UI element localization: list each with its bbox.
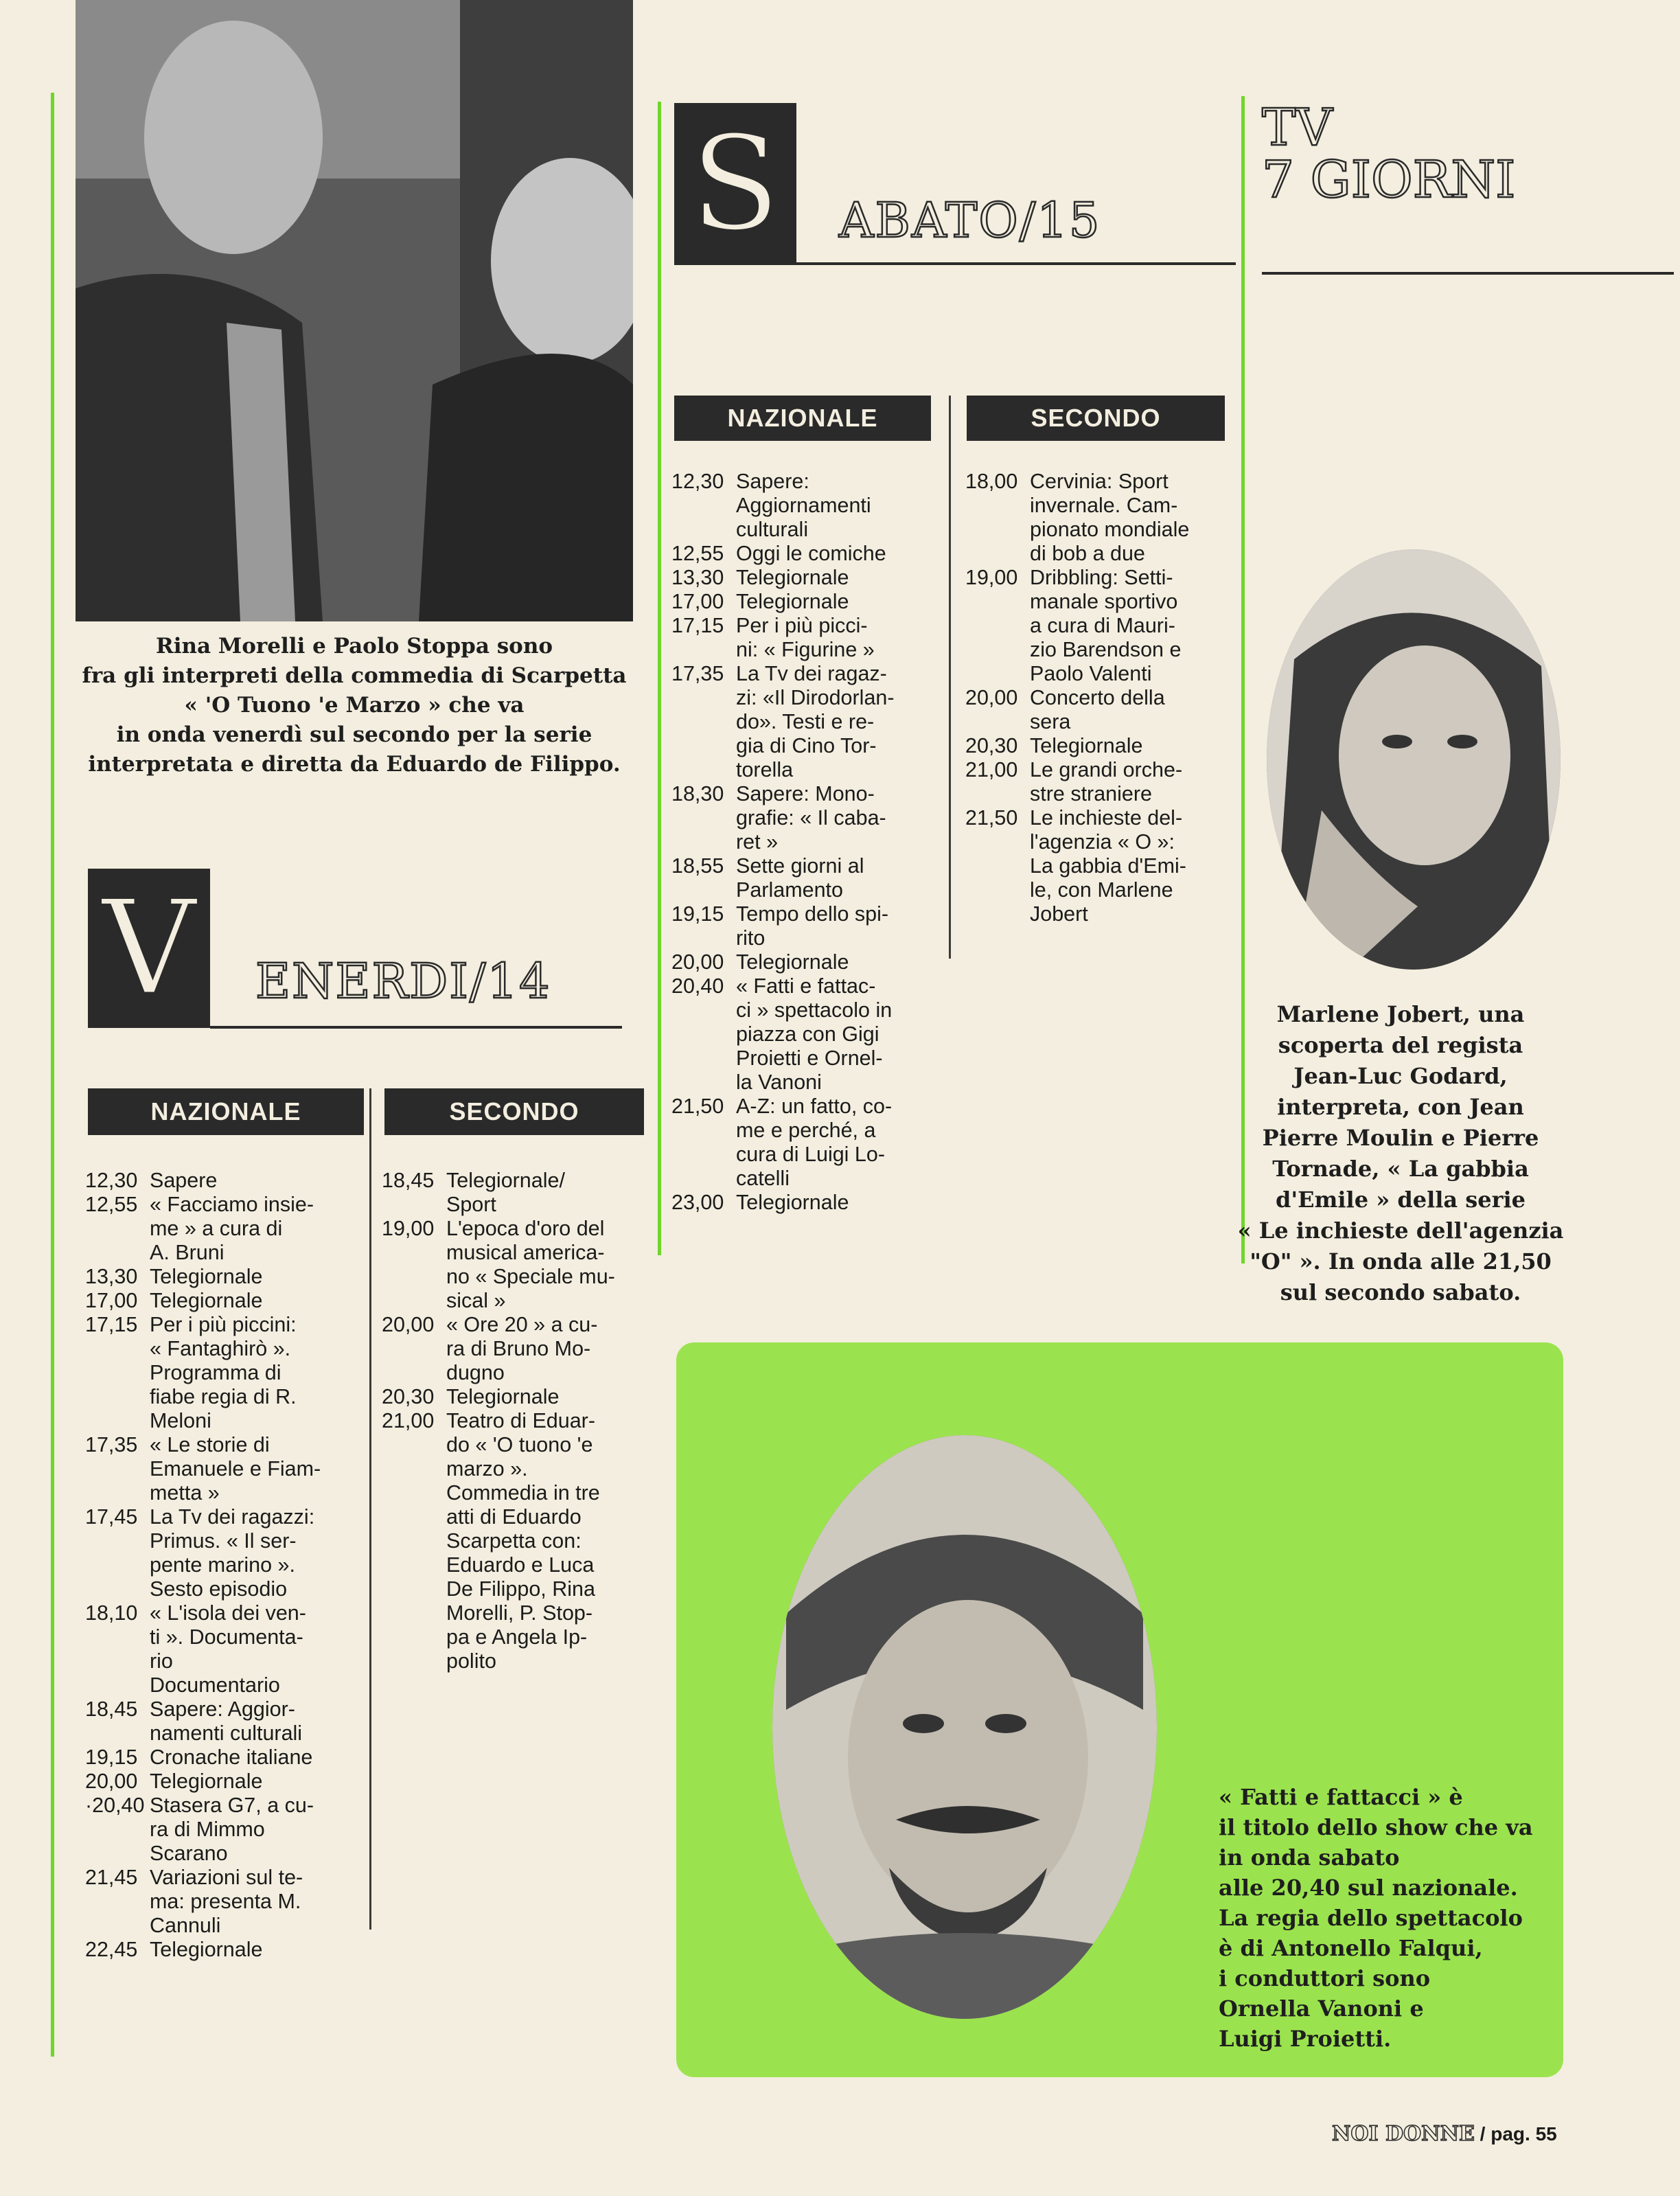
program-time: 20,00 [965,686,1018,709]
sabato-column-divider [949,396,951,959]
program-description: « L'isola dei ven- ti ». Documenta- rio Documentario [150,1601,306,1697]
program-row [85,1193,360,1265]
program-description: Le inchieste del- l'agenzia « O »: La gabbia d'Emi- le, con Marlene Jobert [1030,806,1186,926]
top-photo-caption [76,632,633,779]
program-description: Concerto della sera [1030,686,1165,733]
caption-line: i conduttori sono [1219,1965,1431,1991]
sabato-nazionale-list [671,470,935,1215]
program-row [671,782,935,854]
program-description: Telegiornale [150,1265,263,1288]
program-description: « Facciamo insie- me » a cura di A. Bruni [150,1193,314,1264]
venerdi-column-divider [369,1088,371,1930]
program-time: 17,15 [671,614,724,637]
caption-line: « Le inchieste dell'agenzia [1237,1217,1564,1244]
program-row [965,470,1229,566]
program-time: 21,45 [85,1866,138,1889]
program-time: 21,00 [382,1409,435,1432]
tv7-title [1262,98,1516,209]
program-time: 17,35 [85,1433,138,1456]
program-row [671,974,935,1095]
program-time: 20,30 [965,734,1018,757]
venerdi-initial: V [102,872,196,1024]
fatti-fattacci-box [676,1342,1563,2077]
morelli-stoppa-photo [76,0,633,621]
tv7-line1: TV [1262,98,1333,157]
venerdi-heading: ENERDI/14 [255,953,551,1009]
sabato-nazionale-label: NAZIONALE [674,396,931,441]
program-description: « Fatti e fattac- ci » spettacolo in piazza con Gigi Proietti e Ornel- la Vanoni [736,974,893,1094]
program-description: Telegiornale [1030,734,1143,757]
program-time: 17,35 [671,662,724,685]
program-description: L'epoca d'oro del musical america- no « Speciale mu- sical » [446,1217,615,1312]
program-row [85,1794,360,1866]
program-description: Sapere [150,1169,218,1192]
magazine-logo: NOI DONNE [1332,2122,1475,2146]
program-time: 22,45 [85,1938,138,1961]
program-time: 18,10 [85,1601,138,1625]
caption-line: « 'O Tuono 'e Marzo » che va [184,693,525,718]
program-row [85,1938,360,1962]
program-time: 21,50 [965,806,1018,830]
program-description: Cronache italiane [150,1746,313,1769]
program-time: 18,45 [85,1697,138,1721]
marlene-jobert-photo [1267,549,1561,970]
fatti-caption [1219,1782,1548,2054]
program-description: Telegiornale [736,566,849,589]
page-footer [1332,2122,1557,2146]
program-description: Le grandi orche- stre straniere [1030,758,1183,805]
program-description: Sette giorni al Parlamento [736,854,864,902]
venerdi-underline [210,1026,622,1029]
caption-line: alle 20,40 sul nazionale. [1219,1875,1518,1901]
program-row [85,1770,360,1794]
program-description: Dribbling: Setti- manale sportivo a cura di Mauri- zio Barendson e Paolo Valenti [1030,566,1182,685]
program-time: 18,55 [671,854,724,878]
program-row [85,1746,360,1770]
footer-separator: / [1480,2123,1486,2144]
left-green-rule [51,93,54,2057]
program-row [965,566,1229,686]
caption-line: sul secondo sabato. [1280,1279,1521,1305]
venerdi-secondo-list [382,1169,644,1673]
program-time: 17,00 [85,1289,138,1312]
program-time: 19,15 [85,1746,138,1769]
caption-line: d'Emile » della serie [1275,1187,1526,1213]
caption-line: scoperta del regista [1278,1032,1523,1058]
program-time: 17,15 [85,1313,138,1336]
program-description: Variazioni sul te- ma: presenta M. Cannuli [150,1866,303,1937]
caption-line: Marlene Jobert, una [1276,1001,1525,1027]
program-row [382,1409,644,1673]
page-number: pag. 55 [1491,2123,1557,2144]
venerdi-nazionale-list [85,1169,360,1962]
program-row [671,662,935,782]
program-time: 19,00 [382,1217,435,1240]
middle-green-rule [658,102,661,1255]
program-row [85,1313,360,1433]
caption-line: in onda sabato [1219,1844,1400,1871]
program-time: 19,15 [671,902,724,926]
program-row [85,1289,360,1313]
program-row [85,1697,360,1746]
program-time: 19,00 [965,566,1018,589]
program-row [85,1169,360,1193]
program-description: Stasera G7, a cu- ra di Mimmo Scarano [150,1794,314,1865]
program-row [85,1433,360,1505]
program-row [671,470,935,542]
program-description: Telegiornale [736,590,849,613]
program-row [671,614,935,662]
program-row [671,950,935,974]
venerdi-nazionale-label: NAZIONALE [88,1088,364,1135]
program-description: La Tv dei ragazzi: Primus. « Il ser- pente marino ». Sesto episodio [150,1505,315,1601]
program-time: 20,30 [382,1385,435,1408]
program-row [965,806,1229,926]
program-time: 18,30 [671,782,724,805]
program-row [965,758,1229,806]
program-description: Tempo dello spi- rito [736,902,889,950]
program-row [382,1385,644,1409]
program-time: 18,00 [965,470,1018,493]
program-description: « Ore 20 » a cu- ra di Bruno Mo- dugno [446,1313,598,1384]
sabato-underline [796,262,1236,265]
program-description: A-Z: un fatto, co- me e perché, a cura di Luigi Lo- catelli [736,1095,893,1190]
program-row [671,590,935,614]
program-time: 20,40 [671,974,724,998]
program-description: Telegiornale [150,1289,263,1312]
caption-line: Pierre Moulin e Pierre [1262,1125,1539,1151]
program-row [671,542,935,566]
program-time: 21,50 [671,1095,724,1118]
program-time: 21,00 [965,758,1018,781]
caption-line: interpretata e diretta da Eduardo de Filippo. [88,752,621,777]
program-description: Sapere: Aggiornamenti culturali [736,470,871,541]
program-description: La Tv dei ragaz- zi: «Il Dirodorlan- do». Testi e re- gia di Cino Tor- torella [736,662,895,781]
program-description: Cervinia: Sport invernale. Cam- pionato mondiale di bob a due [1030,470,1190,565]
program-description: Sapere: Aggior- namenti culturali [150,1697,303,1745]
sabato-secondo-label: SECONDO [967,396,1225,441]
caption-line: La regia dello spettacolo [1219,1905,1523,1931]
program-time: 13,30 [671,566,724,589]
program-description: Telegiornale [150,1770,263,1793]
venerdi-initial-box [88,869,210,1028]
caption-line: Tornade, « La gabbia [1272,1156,1529,1182]
program-time: 18,45 [382,1169,435,1192]
program-description: Per i più piccini: « Fantaghirò ». Programma di fiabe regia di R. Meloni [150,1313,297,1432]
program-time: 12,30 [85,1169,138,1192]
program-row [671,1191,935,1215]
program-time: 17,00 [671,590,724,613]
program-row [382,1169,644,1217]
program-row [671,902,935,950]
program-row [382,1217,644,1313]
program-description: Telegiornale [736,1191,849,1214]
program-time: 20,00 [382,1313,435,1336]
program-row [85,1265,360,1289]
tv7-underline [1262,272,1674,275]
program-row [382,1313,644,1385]
program-time: 12,55 [671,542,724,565]
program-time: 17,45 [85,1505,138,1529]
program-description: Telegiornale [150,1938,263,1961]
caption-line: in onda venerdì sul secondo per la serie [116,722,592,747]
caption-line: "O" ». In onda alle 21,50 [1250,1248,1552,1274]
program-description: Per i più picci- ni: « Figurine » [736,614,875,661]
program-description: Telegiornale/ Sport [446,1169,565,1216]
program-description: « Le storie di Emanuele e Fiam- metta » [150,1433,321,1505]
caption-line: Ornella Vanoni e [1219,1995,1424,2022]
caption-line: Luigi Proietti. [1219,2026,1392,2052]
program-time: 12,30 [671,470,724,493]
jobert-caption [1236,999,1565,1308]
venerdi-secondo-label: SECONDO [384,1088,644,1135]
program-time: ·20,40 [85,1794,145,1817]
program-description: Telegiornale [446,1385,560,1408]
caption-line: il titolo dello show che va [1219,1814,1533,1840]
caption-line: interpreta, con Jean [1277,1094,1524,1120]
program-row [965,734,1229,758]
gigi-proietti-photo [772,1435,1157,2019]
program-description: Teatro di Eduar- do « 'O tuono 'e marzo ». Commedia in tre atti di Eduardo Scarpetta con: Eduardo e Luca De Filippo, Rina Morelli, P. Stop- pa e Angela Ip- polito [446,1409,600,1673]
caption-line: è di Antonello Falqui, [1219,1935,1483,1961]
program-row [965,686,1229,734]
sabato-initial-box [674,103,796,265]
sabato-initial: S [690,108,781,260]
program-row [85,1601,360,1697]
caption-line: Jean-Luc Godard, [1293,1063,1508,1089]
program-time: 23,00 [671,1191,724,1214]
program-row [671,854,935,902]
program-time: 12,55 [85,1193,138,1216]
caption-line: « Fatti e fattacci » è [1219,1784,1463,1810]
program-row [85,1866,360,1938]
sabato-secondo-list [965,470,1229,926]
program-time: 13,30 [85,1265,138,1288]
program-description: Telegiornale [736,950,849,974]
program-description: Oggi le comiche [736,542,886,565]
program-row [85,1505,360,1601]
program-time: 20,00 [85,1770,138,1793]
caption-line: Rina Morelli e Paolo Stoppa sono [155,634,553,659]
program-time: 20,00 [671,950,724,974]
program-row [671,566,935,590]
sabato-heading: ABATO/15 [839,192,1101,249]
program-row [671,1095,935,1191]
caption-line: fra gli interpreti della commedia di Scarpetta [82,663,627,688]
program-description: Sapere: Mono- grafie: « Il caba- ret » [736,782,886,854]
tv7-line2: 7 GIORNI [1262,150,1516,209]
